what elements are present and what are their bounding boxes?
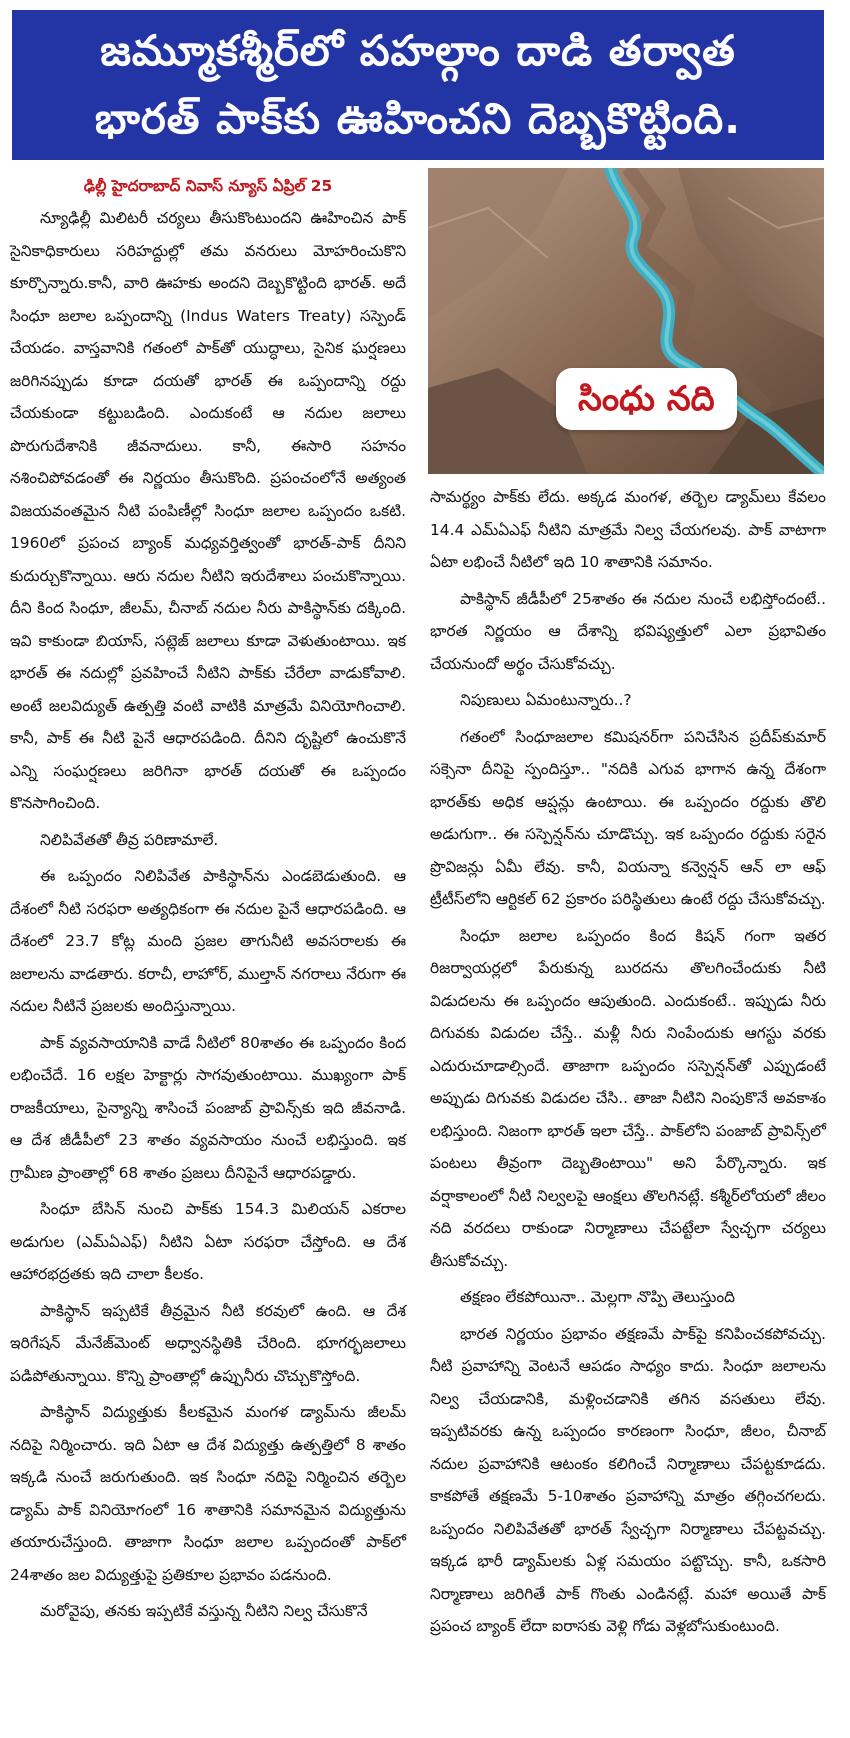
paragraph: న్యూఢిల్లీ మిలిటరీ చర్యలు తీసుకొంటుందని ఊహించిన పాక్ సైనికాధికారులు సరిహద్దుల్లో తమ వనరులు మోహరించుకొని కూర్చొన్నారు.కానీ, వారి ఊహకు అందని దెబ్బకొట్టింది భారత్. అదే సింధూ జలాల ఒప్పందాన్ని (Indus Waters Treaty) సస్పెండ్ చేయడం. వాస్తవానికి గతంలో పాక్‌తో యుద్ధాలు, సైనిక ఘర్షణలు జరిగినప్పుడు కూడా దయతో భారత్ ఈ ఒప్పందాన్ని రద్దు చేయకుండా కట్టుబడింది. ఎందుకంటే ఆ నదుల జలాలు పొరుగుదేశానికి జీవనాదులు. కానీ, ఈసారి సహనం నశించిపోవడంతో ఈ నిర్ణయం తీసుకొంది. ప్రపంచంలోనే అత్యంత విజయవంతమైన నీటి పంపిణీల్లో సింధూ జలాల ఒప్పందం ఒకటి. 1960లో ప్రపంచ బ్యాంక్ మధ్యవర్తిత్వంతో భారత్-పాక్ దీనిని కుదుర్చుకొన్నాయి. ఆరు నదుల నీటిని ఇరుదేశాలు పంచుకొన్నాయి. దీని కింద సింధూ, జీలమ్, చీనాబ్ నదుల నీరు పాకిస్థాన్‌కు దక్కింది. ఇవి కాకుండా బియాస్, సట్లెజ్ జలాలు కూడా వెళుతుంటాయి. ఇక భారత్ ఈ నదుల్లో ప్రవహించే నీటిని పాక్‌కు చేరేలా వాడుకోవాలి. అంటే జలవిద్యుత్ ఉత్పత్తి వంటి వాటికి మాత్రమే వినియోగించాలి. కానీ, పాక్ ఈ నీటి పైనే ఆధారపడింది. దీనిని దృష్టిలో ఉంచుకొనే ఎన్ని సంఘర్షణలు జరిగినా భారత్ దయతో ఈ ఒప్పందం కొనసాగించింది. — [10, 209, 406, 812]
paragraph: భారత నిర్ణయం ప్రభావం తక్షణమే పాక్‌పై కనిపించకపోవచ్చు. నీటి ప్రవాహాన్ని వెంటనే ఆపడం సాధ్యం కాదు. సింధూ జలాలను నిల్వ చేయడానికి, మళ్లించడానికి తగిన వసతులు లేవు. ఇప్పటివరకు ఉన్న ఒప్పందం కారణంగా సింధూ, జీలం, చీనాబ్ నదుల ప్రవాహానికి ఆటంకం కలిగించే నిర్మాణాలు చేపట్టకూడదు. కాకపోతే తక్షణమే 5-10శాతం ప్రవాహాన్ని మాత్రం తగ్గించగలదు. ఒప్పందం నిలిపివేతతో భారత్ స్వేచ్ఛగా నిర్మాణాలు చేపట్టవచ్చు. ఇక్కడ భారీ డ్యామ్‌లకు ఏళ్ల సమయం పట్టొచ్చు. కానీ, ఒకసారి నిర్మాణాలు జరిగితే పాక్ గొంతు ఎండినట్లే. మహా అయితే పాక్ ప్రపంచ బ్యాంక్ లేదా ఐరాసకు వెళ్లి గోడు వెళ్లబోసుకుంటుంది. — [430, 1324, 826, 1635]
subheading: తక్షణం లేకపోయినా.. మెల్లగా నొప్పి తెలుస్తుంది — [460, 1288, 735, 1306]
paragraph: పాకిస్థాన్ విద్యుత్తుకు కీలకమైన మంగళ డ్యామ్‌ను జీలమ్ నదిపై నిర్మించారు. ఇది ఏటా ఆ దేశ విద్యుత్తు ఉత్పత్తిలో 8 శాతం ఇక్కడి నుంచే జరుగుతుంది. ఇక సింధూ నదిపై నిర్మించిన తర్బెల డ్యామ్ పాక్ వినియోగంలో 16 శాతానికి సమానమైన విద్యుత్తును తయారుచేస్తుంది. తాజాగా సింధూ జలాల ఒప్పందంతో పాక్‌లో 24శాతం జల విద్యుత్తుపై ప్రతికూల ప్రభావం పడనుంది. — [10, 1403, 406, 1584]
headline-line-1: జమ్మూకశ్మీర్‌లో పహల్గాం దాడి తర్వాత — [100, 26, 736, 75]
headline-banner — [12, 10, 824, 160]
paragraph: సింధూ జలాల ఒప్పందం కింద కిషన్ గంగా ఇతర రిజర్వాయర్లలో పేరుకున్న బురదను తొలగించేందుకు నీటి విడుదలను ఈ ఒప్పందం ఆపుతుంది. ఎందుకంటే.. ఇప్పుడు నీరు దిగువకు విడుదల చేస్తే.. మళ్లీ నీరు నింపేందుకు ఆగస్టు వరకు ఎదురుచూడాల్సిందే. తాజాగా ఒప్పందం సస్పెన్షన్‌తో ఎప్పుడంటే అప్పుడు దిగువకు విడుదల చేసి.. తాజా నీటిని నింపుకొనే అవకాశం లభిస్తుంది. నిజంగా భారత్ ఇలా చేస్తే.. పాక్‌లోని పంజాబ్ ప్రావిన్స్‌లో పంటలు తీవ్రంగా దెబ్బతింటాయి" అని పేర్కొన్నారు. ఇక వర్షాకాలంలో నీటి నిల్వలపై ఆంక్షలు తొలగినట్లే. కశ్మీర్‌లోయలో జీలం నది వరదలు రాకుండా నిర్మాణాలు చేపట్టేలా స్వేచ్ఛగా చర్యలు తీసుకోవచ్చు. — [430, 926, 826, 1270]
paragraph: మరోవైపు, తనకు ఇప్పటికే వస్తున్న నీటిని నిల్వ చేసుకొనే — [40, 1602, 368, 1620]
paragraph: పాకిస్థాన్ జీడీపీలో 25శాతం ఈ నదుల నుంచే లభిస్తోందంటే.. భారత నిర్ణయం ఆ దేశాన్ని భవిష్యత్తులో ఎలా ప్రభావితం చేయనుందో అర్థం చేసుకోవచ్చు. — [430, 589, 826, 673]
paragraph: పాక్ వ్యవసాయానికి వాడే నీటిలో 80శాతం ఈ ఒప్పందం కింద లభించేదే. 16 లక్షల హెక్టార్లు సాగవుతుంటాయి. ముఖ్యంగా పాక్ రాజకీయాలు, సైన్యాన్ని శాసించే పంజాబ్ ప్రావిన్స్‌కు ఇది జీవనాడి. ఆ దేశ జీడీపీలో 23 శాతం వ్యవసాయం నుంచే లభిస్తుంది. ఇక గ్రామీణ ప్రాంతాల్లో 68 శాతం ప్రజలు దీనిపైనే ఆధారపడ్డారు. — [10, 1033, 406, 1182]
subheading: నిలిపివేతతో తీవ్ర పరిణామాలే. — [40, 830, 219, 849]
river-photo — [428, 168, 824, 474]
article-right-column — [430, 481, 826, 1647]
subheading: నిపుణులు ఏమంటున్నారు..? — [460, 691, 632, 709]
paragraph: సామర్థ్యం పాక్‌కు లేదు. అక్కడ మంగళ, తర్బెల డ్యామ్‌లు కేవలం 14.4 ఎమ్ఏఎఫ్ నీటిని మాత్రమే నిల్వ చేయగలవు. పాక్ వాటాగా ఏటా లభించే నీటిలో ఇది 10 శాతానికి సమానం. — [430, 488, 826, 571]
photo-caption: సింధు నది — [556, 368, 737, 430]
article-left-column — [10, 170, 406, 1632]
paragraph: ఈ ఒప్పందం నిలిపివేత పాకిస్థాన్‌ను ఎండబెడుతుంది. ఆ దేశంలో నీటి సరఫరా అత్యధికంగా ఈ నదుల పైనే ఆధారపడింది. ఆ దేశంలో 23.7 కోట్ల మంది ప్రజల తాగునీటి అవసరాలకు ఈ జలాలను వాడతారు. కరాచీ, లాహోర్, ముల్తాన్ నగరాలు నేరుగా ఈ నదుల నీటినే ప్రజలకు అందిస్తున్నాయి. — [10, 867, 406, 1015]
headline-line-2: భారత్ పాక్‌కు ఊహించని దెబ్బకొట్టింది. — [94, 94, 742, 143]
dateline: ఢిల్లీ హైదరాబాద్ నివాస్ న్యూస్ ఏప్రిల్ 25 — [83, 177, 333, 195]
paragraph: పాకిస్థాన్ ఇప్పటికే తీవ్రమైన నీటి కరవులో ఉంది. ఆ దేశ ఇరిగేషన్ మేనేజ్‌మెంట్ అధ్వానస్థితికి చేరింది. భూగర్భజలాలు పడిపోతున్నాయి. కొన్ని ప్రాంతాల్లో ఉప్పునీరు చొచ్చుకొస్తోంది. — [10, 1301, 406, 1385]
paragraph: గతంలో సింధూజలాల కమిషనర్‌గా పనిచేసిన ప్రదీప్‌కుమార్ సక్సెనా దీనిపై స్పందిస్తూ.. "నదికి ఎగువ భాగాన ఉన్న దేశంగా భారత్‌కు అధిక ఆప్షన్లు ఉంటాయి. ఈ ఒప్పందం రద్దుకు తొలి అడుగుగా.. ఈ సస్పెన్షన్‌ను చూడొచ్చు. ఇక ఒప్పందం రద్దుకు సరైన ప్రొవిజన్లు ఏమీ లేవు. కానీ, వియన్నా కన్వెన్షన్ ఆన్ లా ఆఫ్ ట్రీటీస్‌లోని ఆర్టికల్ 62 ప్రకారం పరిస్థితులు ఉంటే రద్దు చేసుకోవచ్చు. — [430, 727, 826, 908]
paragraph: సింధూ బేసిన్ నుంచి పాక్‌కు 154.3 మిలియన్ ఎకరాల అడుగుల (ఎమ్ఏఎఫ్) నీటిని ఏటా సరఫరా చేస్తోంది. ఆ దేశ ఆహారభద్రతకు ఇది చాలా కీలకం. — [10, 1200, 406, 1283]
